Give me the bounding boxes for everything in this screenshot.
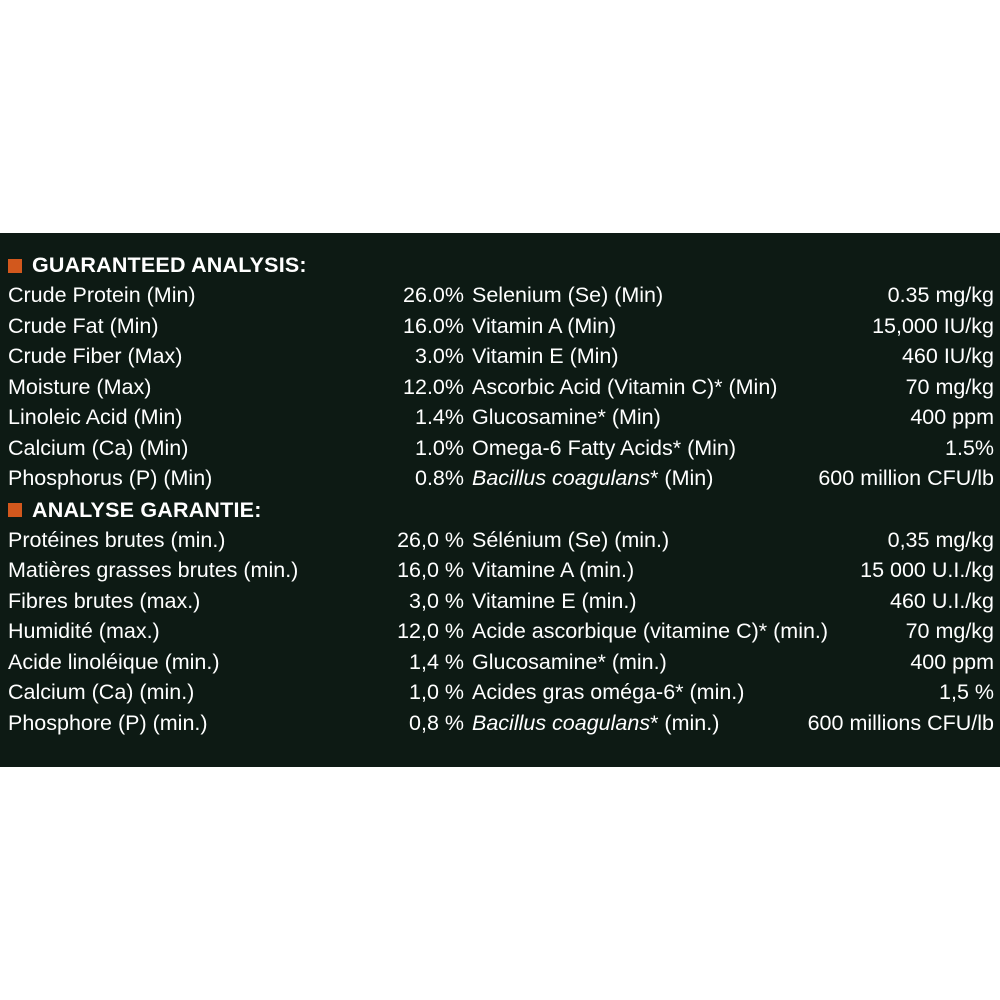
french-left-column — [0, 525, 472, 739]
table-row — [8, 677, 464, 708]
table-row — [8, 708, 464, 739]
table-row — [8, 372, 464, 403]
table-row — [8, 586, 464, 617]
table-row — [472, 677, 994, 708]
nutrient-name: Acides gras oméga-6* (min.) — [472, 680, 745, 704]
table-row — [8, 433, 464, 464]
nutrient-name: Linoleic Acid (Min) — [8, 405, 183, 429]
nutrient-name: Phosphore (P) (min.) — [8, 710, 208, 735]
table-row — [8, 402, 464, 433]
table-row — [472, 708, 994, 739]
square-bullet-icon — [8, 503, 22, 517]
table-row — [472, 555, 994, 586]
table-row — [472, 463, 994, 494]
nutrient-name: Matières grasses brutes (min.) — [8, 558, 299, 582]
table-row — [8, 647, 464, 678]
nutrient-name: Crude Protein (Min) — [8, 283, 196, 307]
nutrient-name-suffix: * (Min) — [650, 466, 714, 490]
nutrient-name: Protéines brutes (min.) — [8, 527, 226, 552]
table-row — [472, 586, 994, 617]
nutrient-value: 0,35 mg/kg — [887, 527, 994, 552]
nutrient-value: 460 IU/kg — [901, 344, 994, 368]
nutrient-name-suffix: * (min.) — [650, 710, 720, 735]
table-row — [472, 311, 994, 342]
nutrient-value: 0.8% — [414, 466, 464, 490]
french-section-title — [0, 498, 1000, 523]
table-row — [472, 341, 994, 372]
nutrient-value: 1,0 % — [409, 680, 464, 704]
french-right-column — [472, 525, 1000, 739]
nutrient-name: Vitamine A (min.) — [472, 558, 635, 582]
nutrient-value: 1,4 % — [409, 649, 464, 674]
table-row — [472, 402, 994, 433]
nutrient-value: 26,0 % — [397, 527, 464, 552]
table-row — [472, 372, 994, 403]
nutrient-value: 1,5 % — [939, 680, 994, 704]
nutrient-name: Vitamin A (Min) — [472, 313, 617, 338]
nutrient-value: 0,8 % — [409, 710, 464, 735]
nutrient-value: 3.0% — [414, 344, 464, 368]
nutrient-name: Acide linoléique (min.) — [8, 649, 220, 674]
nutrient-name: Omega-6 Fatty Acids* (Min) — [472, 435, 737, 460]
table-row — [8, 311, 464, 342]
nutrient-name: Calcium (Ca) (min.) — [8, 680, 195, 704]
nutrient-value: 26.0% — [403, 283, 464, 307]
nutrient-name: Calcium (Ca) (Min) — [8, 435, 189, 460]
table-row — [8, 463, 464, 494]
table-row — [472, 647, 994, 678]
nutrient-value: 12,0 % — [397, 619, 464, 643]
nutrient-value: 1.4% — [414, 405, 464, 429]
table-row — [8, 341, 464, 372]
guaranteed-analysis-panel — [0, 233, 1000, 767]
nutrient-name: Crude Fat (Min) — [8, 313, 159, 338]
nutrient-name: Vitamin E (Min) — [472, 344, 619, 368]
nutrient-name: Crude Fiber (Max) — [8, 344, 183, 368]
table-row — [472, 525, 994, 556]
nutrient-value: 1.0% — [414, 435, 464, 460]
nutrient-value: 600 million CFU/lb — [818, 466, 994, 490]
table-row — [472, 433, 994, 464]
table-row — [472, 616, 994, 647]
nutrient-value: 15,000 IU/kg — [872, 313, 994, 338]
english-left-column — [0, 280, 472, 494]
nutrient-value: 3,0 % — [409, 588, 464, 613]
nutrient-name: Moisture (Max) — [8, 374, 152, 399]
nutrient-name: Fibres brutes (max.) — [8, 588, 201, 613]
organism-name: Bacillus coagulans — [472, 466, 651, 490]
nutrient-value: 600 millions CFU/lb — [807, 710, 994, 735]
nutrient-value: 12.0% — [403, 374, 464, 399]
nutrient-name: Acide ascorbique (vitamine C)* (min.) — [472, 619, 829, 643]
nutrient-value: 15 000 U.I./kg — [860, 558, 994, 582]
nutrient-name: Glucosamine* (Min) — [472, 405, 661, 429]
french-section — [0, 498, 1000, 739]
french-columns — [0, 525, 1000, 739]
nutrient-value: 400 ppm — [910, 405, 994, 429]
nutrient-value: 1.5% — [944, 435, 994, 460]
nutrient-name: Selenium (Se) (Min) — [472, 283, 664, 307]
nutrient-name — [472, 463, 713, 494]
nutrient-name: Glucosamine* (min.) — [472, 649, 667, 674]
table-row — [8, 280, 464, 311]
nutrient-name: Ascorbic Acid (Vitamin C)* (Min) — [472, 374, 778, 399]
table-row — [8, 525, 464, 556]
nutrient-value: 16,0 % — [397, 558, 464, 582]
table-row — [8, 616, 464, 647]
nutrient-value: 0.35 mg/kg — [887, 283, 994, 307]
nutrient-name: Phosphorus (P) (Min) — [8, 466, 213, 490]
organism-name: Bacillus coagulans — [472, 710, 651, 735]
table-row — [472, 280, 994, 311]
nutrient-name: Sélénium (Se) (min.) — [472, 527, 670, 552]
nutrient-value: 16.0% — [403, 313, 464, 338]
english-right-column — [472, 280, 1000, 494]
nutrient-name: Vitamine E (min.) — [472, 588, 637, 613]
nutrient-value: 460 U.I./kg — [890, 588, 994, 613]
english-title-text: GUARANTEED ANALYSIS: — [32, 253, 307, 277]
nutrient-name — [472, 708, 719, 739]
nutrient-name: Humidité (max.) — [8, 619, 160, 643]
table-row — [8, 555, 464, 586]
english-columns — [0, 280, 1000, 494]
french-title-text: ANALYSE GARANTIE: — [32, 497, 262, 522]
nutrient-value: 70 mg/kg — [905, 374, 994, 399]
english-section-title — [0, 253, 1000, 278]
english-section — [0, 253, 1000, 494]
nutrient-value: 70 mg/kg — [905, 619, 994, 643]
square-bullet-icon — [8, 259, 22, 273]
nutrient-value: 400 ppm — [910, 649, 994, 674]
